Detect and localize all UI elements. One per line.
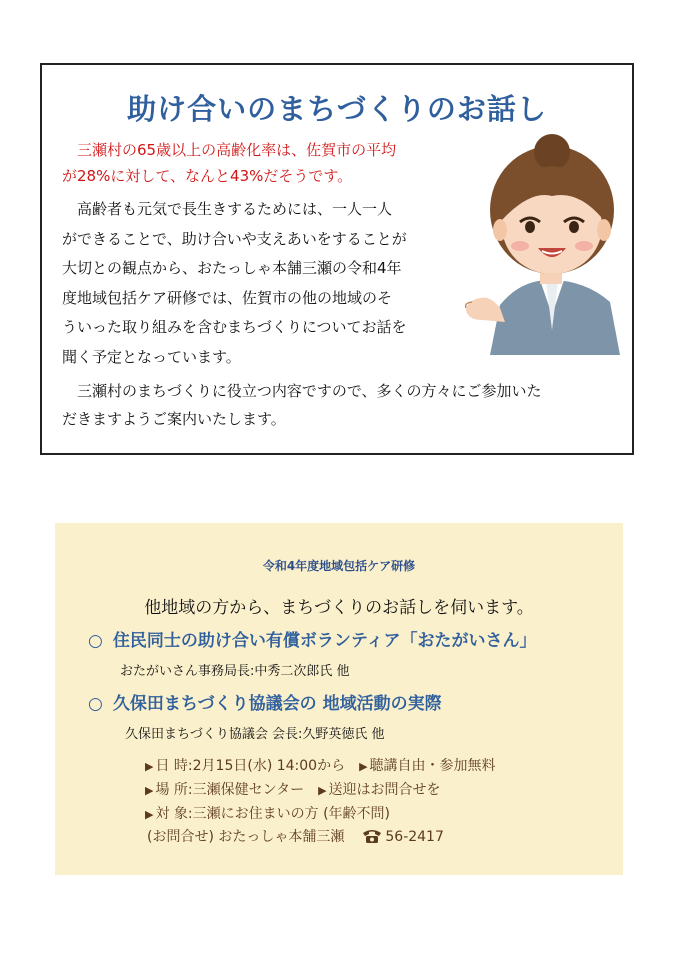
body-line: ができることで、助け合いや支えあいをすることが — [62, 229, 407, 248]
highlight-text — [62, 137, 482, 189]
topic-item — [88, 689, 442, 714]
body-line: 高齢者も元気で長生きするためには、一人一人 — [77, 200, 393, 218]
phone-icon — [362, 828, 382, 848]
body-line: 度地域包括ケア研修では、佐賀市の他の地域のそ — [62, 288, 393, 307]
detail-note: 送迎はお問合せを — [328, 782, 441, 798]
circle-bullet-icon: ○ — [88, 694, 103, 714]
presenter-illustration — [460, 130, 630, 355]
notice-box — [40, 63, 634, 455]
topic-speaker: 久保田まちづくり協議会 会長:久野英徳氏 他 — [125, 727, 385, 742]
highlight-line: が28%に対して、なんと43%だそうです。 — [62, 167, 353, 185]
body-line: ういった取り組みを含むまちづくりについてお話を — [62, 318, 407, 336]
detail-main: 場 所:三瀬保健センター — [155, 782, 305, 798]
detail-row — [145, 803, 390, 823]
info-box — [55, 523, 623, 875]
topic-title: 住民同士の助け合い有償ボランティア「おたがいさん」 — [112, 631, 537, 651]
closing-paragraph — [62, 377, 632, 433]
body-line: 聞く予定となっています。 — [62, 347, 241, 366]
triangle-right-icon: ▶ — [145, 760, 154, 773]
info-subtitle: 令和4年度地域包括ケア研修 — [262, 559, 416, 573]
notice-title: 助け合いのまちづくりのお話し — [127, 92, 547, 126]
triangle-right-icon: ▶ — [318, 784, 327, 797]
contact-label: (お問合せ) おたっしゃ本舗三瀬 — [147, 829, 345, 845]
highlight-line: 三瀬村の65歳以上の高齢化率は、佐賀市の平均 — [77, 141, 397, 159]
closing-line: 三瀬村のまちづくりに役立つ内容ですので、多くの方々にご参加いた — [77, 382, 542, 400]
body-paragraph — [62, 195, 487, 372]
detail-main: 対 象:三瀬にお住まいの方 (年齢不問) — [155, 806, 391, 822]
contact-line — [147, 826, 444, 848]
contact-phone: 56-2417 — [385, 829, 444, 845]
triangle-right-icon: ▶ — [145, 808, 154, 821]
detail-row — [145, 779, 441, 799]
triangle-right-icon: ▶ — [359, 760, 368, 773]
topic-speaker: おたがいさん事務局長:中秀二次郎氏 他 — [120, 664, 350, 679]
info-lead: 他地域の方から、まちづくりのお話しを伺います。 — [144, 598, 534, 618]
detail-main: 日 時:2月15日(水) 14:00から — [155, 758, 346, 774]
topic-title: 久保田まちづくり協議会の 地域活動の実際 — [112, 694, 442, 714]
topic-item — [88, 626, 536, 651]
circle-bullet-icon: ○ — [88, 631, 103, 651]
triangle-right-icon: ▶ — [145, 784, 154, 797]
detail-row — [145, 755, 496, 775]
closing-line: だきますようご案内いたします。 — [62, 410, 286, 428]
body-line: 大切との観点から、おたっしゃ本舗三瀬の令和4年 — [62, 259, 402, 277]
detail-note: 聴講自由・参加無料 — [369, 758, 496, 774]
